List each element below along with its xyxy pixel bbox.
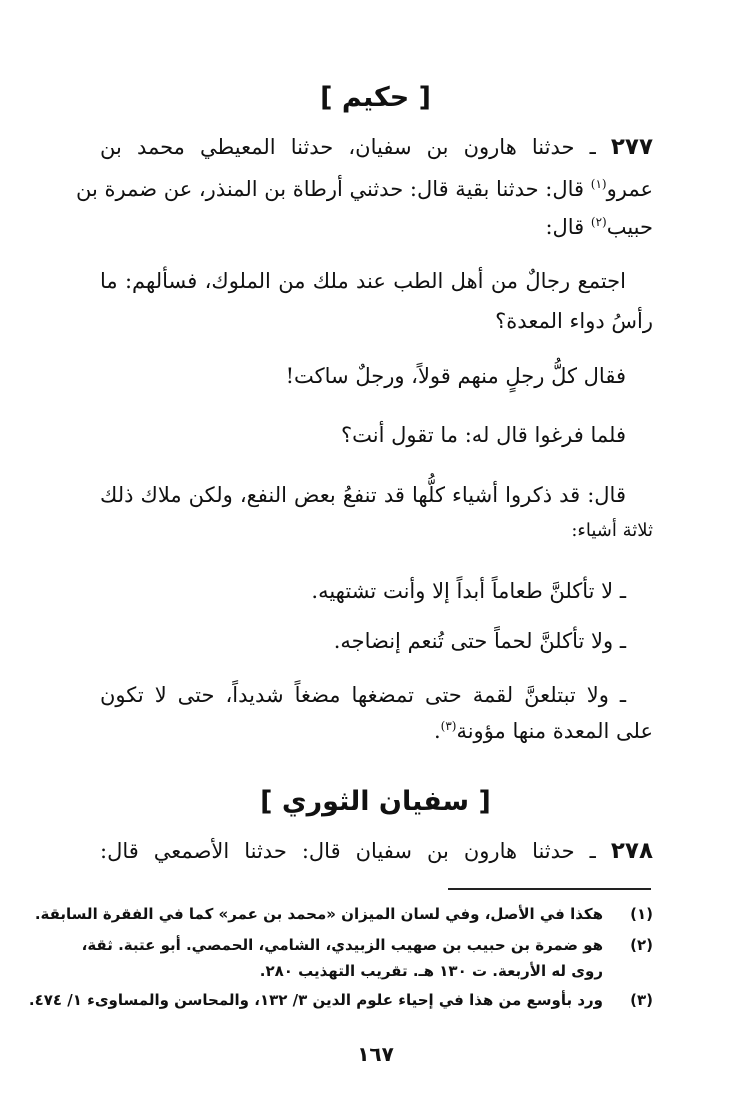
entry-277-line-3 <box>100 212 653 242</box>
footnote-1 <box>34 902 653 926</box>
entry-text: قال: حدثنا بقية قال: حدثني أرطاة بن المنذر، عن ضمرة بن <box>75 177 591 201</box>
footnote-number: (١) <box>630 905 653 923</box>
section-heading-hakim: [ حكيم ] <box>320 82 431 113</box>
footnote-2 <box>81 933 653 957</box>
footnote-ref[interactable]: (١) <box>590 177 607 191</box>
section-heading-sufyan: [ سفيان الثوري ] <box>260 786 491 817</box>
list-item-3-line-2 <box>100 716 653 746</box>
story-paragraph-4-line-1: قال: قد ذكروا أشياء كلُّها قد تنفعُ بعض النفع، ولكن ملاك ذلك <box>100 483 626 507</box>
story-paragraph-2: فقال كلُّ رجلٍ منهم قولاً، ورجلٌ ساكت! <box>285 364 626 388</box>
footnote-3 <box>28 988 653 1012</box>
entry-277-line-2 <box>75 174 653 204</box>
entry-number: ٢٧٨ <box>610 838 653 864</box>
page-number: ١٦٧ <box>357 1042 394 1066</box>
entry-277-line-1 <box>100 132 653 162</box>
footnote-separator <box>448 888 651 890</box>
footnote-text: ورد بأوسع من هذا في إحياء علوم الدين ٣/ ١٣٢، والمحاسن والمساوىء ١/ ٤٧٤. <box>28 991 603 1009</box>
entry-text: . <box>433 719 441 743</box>
entry-text: على المعدة منها مؤونة <box>456 719 653 743</box>
list-item-1: ـ لا تأكلنَّ طعاماً أبداً إلا وأنت تشتهيه. <box>311 579 626 603</box>
list-item-2: ـ ولا تأكلنَّ لحماً حتى تُنعم إنضاجه. <box>333 629 626 653</box>
entry-278-line-1 <box>100 836 653 866</box>
entry-text: ـ حدثنا هارون بن سفيان قال: حدثنا الأصمعي قال: <box>100 839 596 863</box>
story-paragraph-1-line-2: رأسُ دواء المعدة؟ <box>495 309 653 333</box>
entry-number: ٢٧٧ <box>610 134 653 160</box>
footnote-ref[interactable]: (٢) <box>590 215 607 229</box>
footnote-ref[interactable]: (٣) <box>440 719 457 733</box>
story-paragraph-1-line-1: اجتمع رجالٌ من أهل الطب عند ملك من الملوك، فسألهم: ما <box>100 269 626 293</box>
list-item-3-line-1: ـ ولا تبتلعنَّ لقمة حتى تمضغها مضغاً شديداً، حتى لا تكون <box>100 683 626 707</box>
entry-text: عمرو <box>606 177 653 201</box>
story-paragraph-4-line-2: ثلاثة أشياء: <box>571 520 653 541</box>
footnote-2-cont <box>100 959 653 983</box>
footnote-text: روى له الأربعة. ت ١٣٠ هـ. تقريب التهذيب ٢٨٠. <box>259 962 603 980</box>
footnote-number: (٣) <box>630 991 653 1009</box>
entry-text: ـ حدثنا هارون بن سفيان، حدثنا المعيطي محمد بن <box>100 135 596 159</box>
entry-text: حبيب <box>606 215 653 239</box>
footnote-text: هو ضمرة بن حبيب بن صهيب الزبيدي، الشامي، الحمصي. أبو عتبة. ثقة، <box>81 936 603 954</box>
footnote-number: (٢) <box>630 936 653 954</box>
entry-text: قال: <box>545 215 591 239</box>
footnote-text: هكذا في الأصل، وفي لسان الميزان «محمد بن عمر» كما في الفقرة السابقة. <box>34 905 603 923</box>
story-paragraph-3: فلما فرغوا قال له: ما تقول أنت؟ <box>341 423 626 447</box>
